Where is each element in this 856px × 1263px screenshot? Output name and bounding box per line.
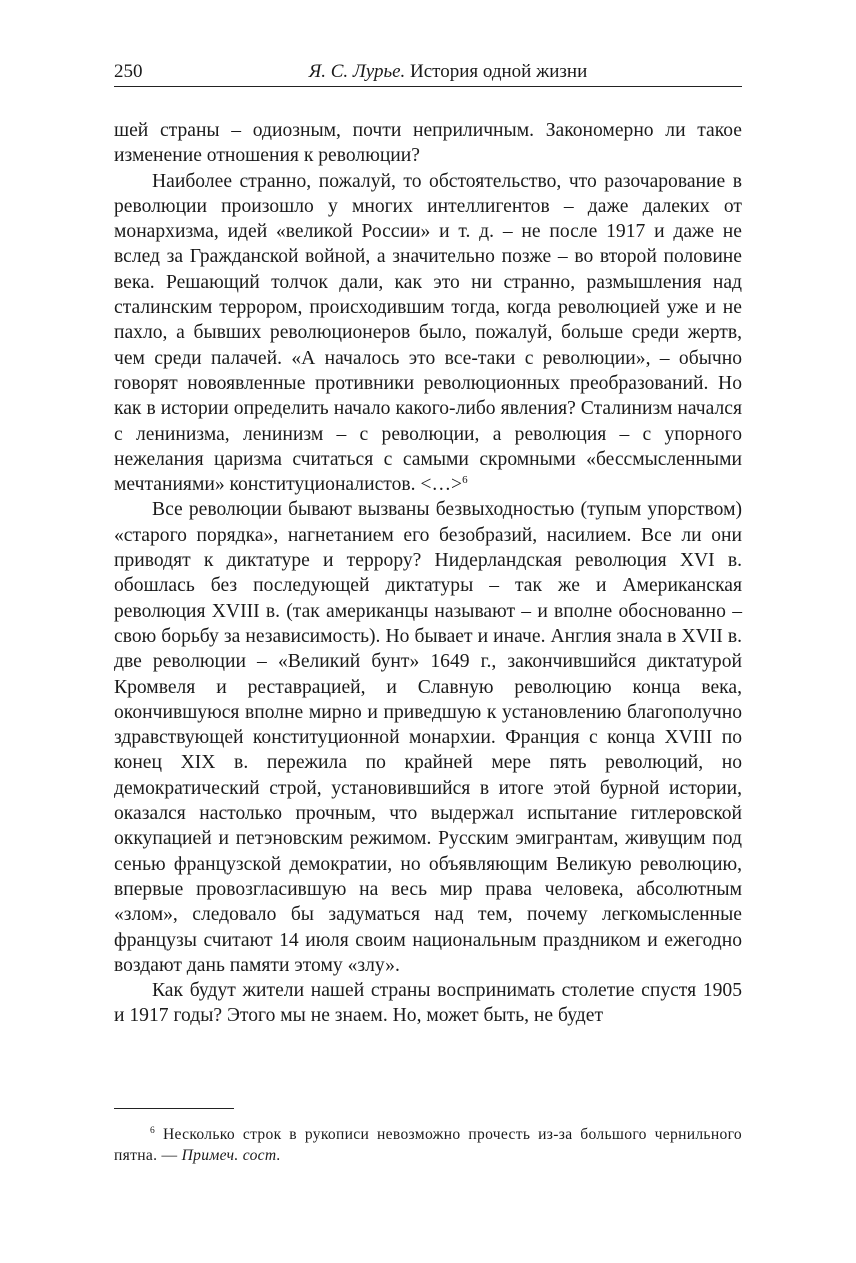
paragraph-3: Все революции бывают вызваны безвыходностью (тупым упорством) «старого порядка», нагнетанием его безобразий, насилием. Все ли они приводят к диктатуре и террору? Нидерландская революция XVI в. обошлась без последующей диктатуры – так же и Американская революция XVIII в. (так американцы называют – и вполне обоснованно – свою борьбу за независимость). Но бывает и иначе. Англия знала в XVII в. две революции – «Великий бунт» 1649 г., закончившийся диктатурой Кромвеля и реставрацией, и Славную революцию конца века, окончившуюся вполне мирно и приведшую к установлению благополучно здравствующей конституционной монархии. Франция с конца XVIII по конец XIX в. пережила по крайней мере пять революций, но демократический строй, установившийся в итоге этой бурной истории, оказался настолько прочным, что выдержал испытание гитлеровской оккупацией и петэновским режимом. Русским эмигрантам, живущим под сенью французской демократии, но объявляющим Великую революцию, впервые провозгласившую на весь мир права человека, абсолютным «злом», следовало бы задуматься над тем, почему легкомысленные французы считают 14 июля своим национальным праздником и ежегодно воздают дань памяти этому «злу». (114, 499, 742, 976)
running-title (114, 60, 742, 84)
footnote-number: 6 (150, 1126, 156, 1136)
paragraph-2-text: Наиболее странно, пожалуй, то обстоятельство, что разочарование в революции произошло у многих интеллигентов – даже далеких от монархизма, идей «великой России» и т. д. – не после 1917 и даже не вслед за Гражданской войной, а значительно позже – во второй половине века. Решающий толчок дали, как это ни странно, размышления над сталинским террором, происходившим тогда, когда революцией уже и не пахло, а бывших революционеров было, пожалуй, больше среди жертв, чем среди палачей. «А началось это все-таки с революции», – обычно говорят новоявленные противники революционных преобразований. Но как в истории определить начало какого-либо явления? Сталинизм начался с ленинизма, ленинизм – с революции, а революция – с упорного нежелания царизма считаться с самыми скромными «бессмысленными мечтаниями» конституционалистов. <…> (114, 170, 742, 496)
footnote-text: Несколько строк в рукописи невозможно прочесть из-за большого чернильного пятна. — (114, 1126, 742, 1164)
footnote-divider (114, 1108, 234, 1109)
footnote-reference[interactable]: 6 (462, 474, 468, 487)
paragraph-1: шей страны – одиозным, почти неприличным. Закономерно ли такое изменение отношения к революции? (114, 120, 742, 167)
footnote (114, 1124, 742, 1166)
header-book-title: История одной жизни (410, 61, 588, 82)
paragraph-4: Как будут жители нашей страны воспринимать столетие спустя 1905 и 1917 годы? Этого мы не знаем. Но, может быть, не будет (114, 980, 742, 1027)
main-text (114, 118, 742, 1029)
paragraph-2 (114, 169, 742, 498)
running-header (114, 60, 742, 87)
footnote-paragraph (114, 1124, 742, 1166)
footnote-attribution: Примеч. сост. (181, 1147, 281, 1164)
page-number: 250 (114, 61, 143, 82)
header-author: Я. С. Лурье. (308, 61, 406, 82)
